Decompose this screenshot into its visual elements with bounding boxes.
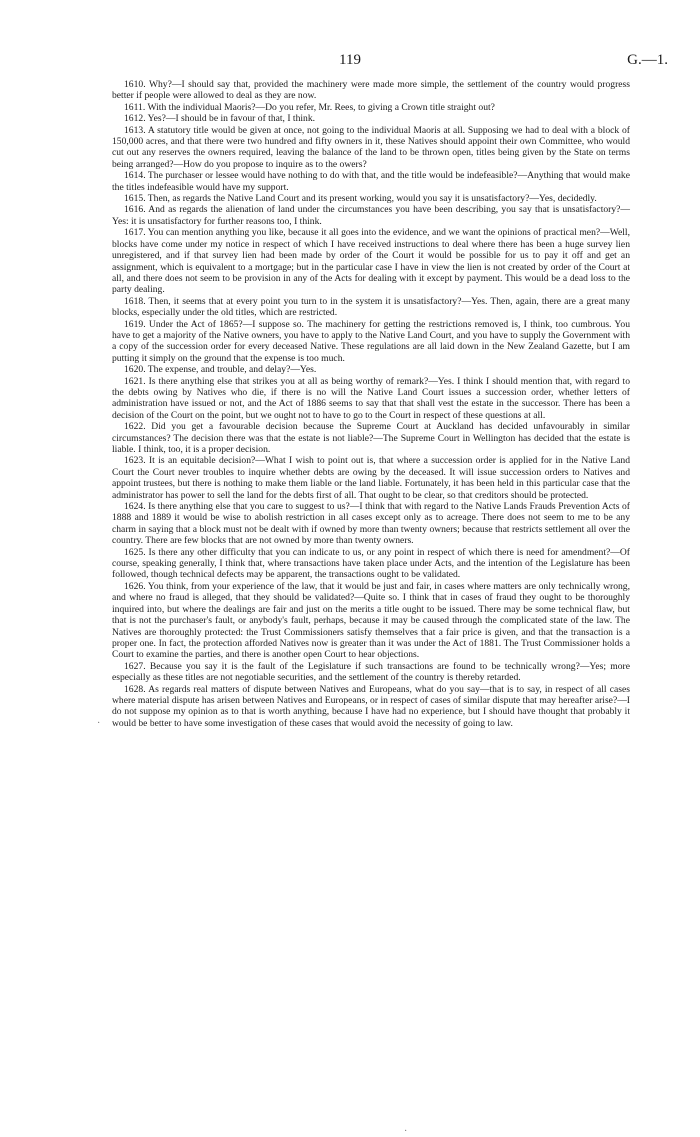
paragraph-1617: 1617. You can mention anything you like, because it all goes into the evidence, and we want the opinions of practical men?—Well, blocks have come under my notice in respect of which I have received instructions to deal where there has been a huge survey lien unregistered, and if that survey lien had been made by order of the Court it would be possible for us to pay it off and get an assignment, which is equivalent to a mortgage; but in the particular case I have in view the lien is not created by order of the Court at all, and there does not seem to be provision in any of the Acts for dealing with it except by payment. This would be a dead loss to the party dealing. (112, 227, 630, 296)
paragraph-1610: 1610. Why?—I should say that, provided the machinery were made more simple, the settlement of the country would progress better if people were allowed to deal as they are now. (112, 79, 630, 102)
bottom-dot: · (404, 1126, 408, 1137)
paragraph-1623: 1623. It is an equitable decision?—What I wish to point out is, that where a succession order is applied for in the Native Land Court the Court never troubles to inquire whether debts are owing by the deceased. It will issue succession orders to Natives and appoint trustees, but there is nothing to make them liable or the land liable. Fortunately, it has been held in this particular case that the administrator has power to sell the land for the debts first of all. That ought to be clear, so that creditors should be protected. (112, 455, 630, 501)
margin-dot: · (97, 718, 101, 729)
evidence-text (112, 79, 630, 729)
paragraph-1620: 1620. The expense, and trouble, and delay?—Yes. (124, 364, 317, 376)
paragraph-1612: 1612. Yes?—I should be in favour of that, I think. (124, 113, 316, 125)
paragraph-1618: 1618. Then, it seems that at every point you turn to in the system it is unsatisfactory?—Yes. Then, again, there are a great many blocks, especially under the old titles, which are restricted. (112, 295, 630, 319)
paragraph-1624: 1624. Is there anything else that you care to suggest to us?—I think that with regard to the Native Lands Frauds Prevention Acts of 1888 and 1889 it would be wise to abolish restriction in all cases except only as to acreage. There does not seem to me to be any charm in saying that a block must not be dealt with if owned by more than twenty owners; because that restricts settlement all over the country. There are few blocks that are not owned by more than twenty owners. (112, 501, 630, 547)
paragraph-1613: 1613. A statutory title would be given at once, not going to the individual Maoris at all. Supposing we had to deal with a block of 150,000 acres, and that there were two hundred and fifty owners in it, these Natives should appoint their own Committee, who would cut out any reserves the owners required, leaving the balance of the land to be thrown open, titles being given by the State on terms being arranged?—How do you propose to inquire as to the owers? (112, 124, 630, 170)
paragraph-1616: 1616. And as regards the alienation of land under the circumstances you have been describing, you say that is unsatisfactory?—Yes: it is unsatisfactory for further reasons too, I think. (112, 204, 630, 227)
paragraph-1619: 1619. Under the Act of 1865?—I suppose so. The machinery for getting the restrictions removed is, I think, too cumbrous. You have to get a majority of the Native owners, you have to apply to the Native Land Court, and you have to supply the Government with a copy of the succession order for every deceased Native. These regulations are all laid down in the New Zealand Gazette, but I am putting it simply on the ground that the expense is too much. (112, 318, 630, 364)
page-number: 119 (339, 52, 361, 68)
paragraph-1614: 1614. The purchaser or lessee would have nothing to do with that, and the title would be indefeasible?—Anything that would make the titles indefeasible would have my support. (112, 170, 630, 193)
paragraph-1622: 1622. Did you get a favourable decision because the Supreme Court at Auckland has decided unfavourably in similar circumstances? The decision there was that the estate is not liable?—The Supreme Court in Wellington has decided that the estate is liable. I think, too, it is a proper decision. (112, 421, 630, 455)
paragraph-1621: 1621. Is there anything else that strikes you at all as being worthy of remark?—Yes. I think I should mention that, with regard to the debts owing by Natives who die, if there is no will the Native Land Court issues a succession order, whether letters of administration have issued or not, and the Act of 1886 seems to say that that shall vest the estate in the successor. There has been a decision of the Court on the point, but we ought not to have to go to the Court in respect of these questions at all. (112, 375, 630, 421)
paragraph-1626: 1626. You think, from your experience of the law, that it would be just and fair, in cases where matters are only technically wrong, and where no fraud is alleged, that they should be validated?—Quite so. I think that in cases of fraud they ought to be thoroughly inquired into, but where the dealings are fair and just on the merits a title ought to be issued. There may be some technical flaw, but that is not the purchaser's fault, or anybody's fault, perhaps, because it may be caused through the complicated state of the law. The Natives are thoroughly protected: the Trust Commissioners satisfy themselves that a fair price is given, and that the transaction is a proper one. In fact, the protection afforded Natives now is greater than it was under the Act of 1881. The Trust Commissioner holds a Court to examine the parties, and there is another open Court to hear objections. (112, 580, 630, 661)
paragraph-1627: 1627. Because you say it is the fault of the Legislature if such transactions are found to be technically wrong?—Yes; more especially as these titles are not negotiable securities, and the settlement of the country is thereby retarded. (112, 660, 630, 684)
paper-reference: G.—1. (627, 52, 668, 68)
paragraph-1628: 1628. As regards real matters of dispute between Natives and Europeans, what do you say—that is to say, in respect of all cases where material dispute has arisen between Natives and Europeans, or in respect of cases of similar dispute that may hereafter arise?—I do not suppose my opinion as to that is worth anything, because I have had no experience, but I should have thought that probably it would be better to have some investigation of these cases that would avoid the necessity of going to law. (112, 683, 630, 729)
paragraph-1615: 1615. Then, as regards the Native Land Court and its present working, would you say it is unsatisfactory?—Yes, decidedly. (124, 193, 597, 205)
paragraph-1611: 1611. With the individual Maoris?—Do you refer, Mr. Rees, to giving a Crown title straight out? (124, 101, 495, 113)
paragraph-1625: 1625. Is there any other difficulty that you can indicate to us, or any point in respect of which there is need for amendment?—Of course, speaking generally, I think that, where transactions have taken place under Acts, and the intention of the Legislature has been followed, though technical defects may be apparent, the transactions ought to be validated. (112, 546, 630, 581)
page-header (0, 52, 700, 70)
